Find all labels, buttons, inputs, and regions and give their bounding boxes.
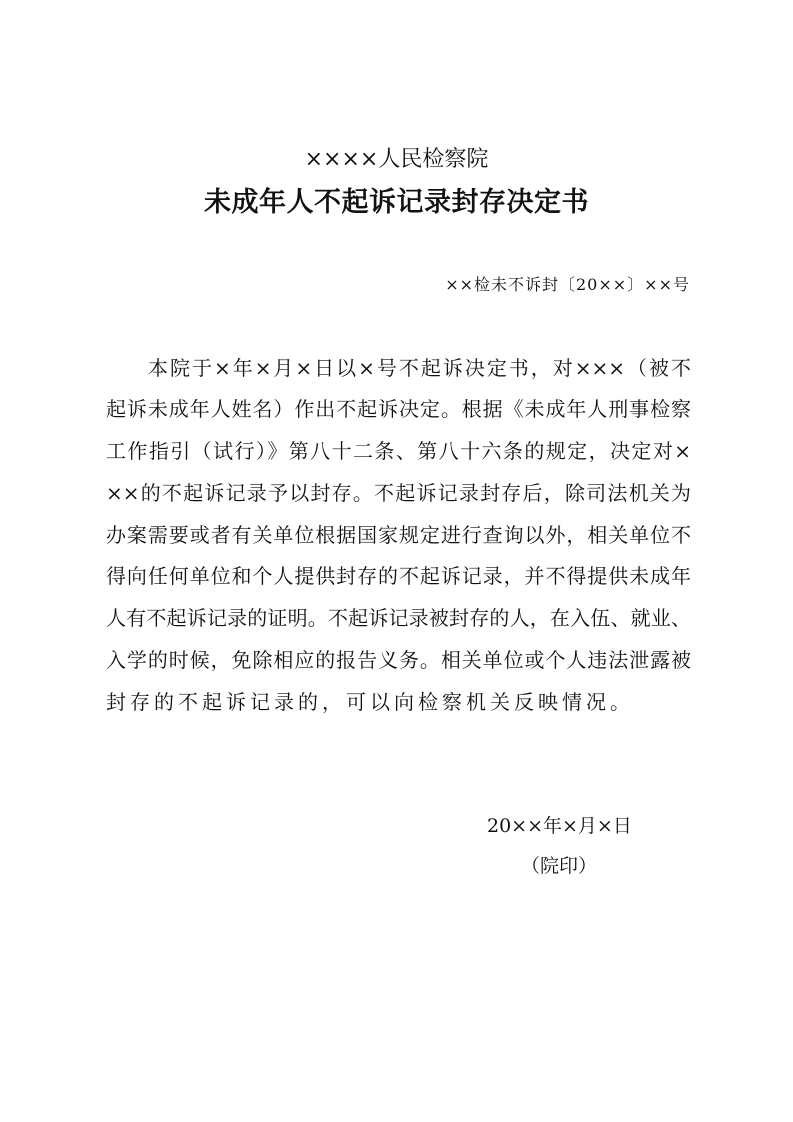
paragraph-line: 起诉未成年人姓名）作出不起诉决定。根据《未成年人刑事检察 — [106, 397, 691, 421]
paragraph-line: 本院于×年×月×日以×号不起诉决定书，对×××（被不 — [148, 356, 691, 380]
document-number: ××检未不诉封〔20××〕××号 — [445, 275, 690, 294]
paragraph-line: 得向任何单位和个人提供封存的不起诉记录，并不得提供未成年 — [106, 564, 691, 588]
document-title: 未成年人不起诉记录封存决定书 — [204, 187, 589, 218]
paragraph-line: 入学的时候，免除相应的报告义务。相关单位或个人违法泄露被 — [106, 648, 691, 672]
paragraph-line: 人有不起诉记录的证明。不起诉记录被封存的人，在入伍、就业、 — [106, 606, 691, 630]
paragraph-line: 工作指引（试行）》第八十二条、第八十六条的规定，决定对× — [106, 439, 691, 463]
paragraph-line: ××的不起诉记录予以封存。不起诉记录封存后，除司法机关为 — [106, 481, 691, 505]
issuing-organization: ××××人民检察院 — [304, 147, 489, 172]
paragraph-line: 封存的不起诉记录的，可以向检察机关反映情况。 — [106, 690, 634, 714]
seal-placeholder: （院印） — [521, 855, 598, 877]
paragraph-line: 办案需要或者有关单位根据国家规定进行查询以外，相关单位不 — [106, 523, 691, 547]
issue-date: 20××年×月×日 — [487, 815, 632, 837]
